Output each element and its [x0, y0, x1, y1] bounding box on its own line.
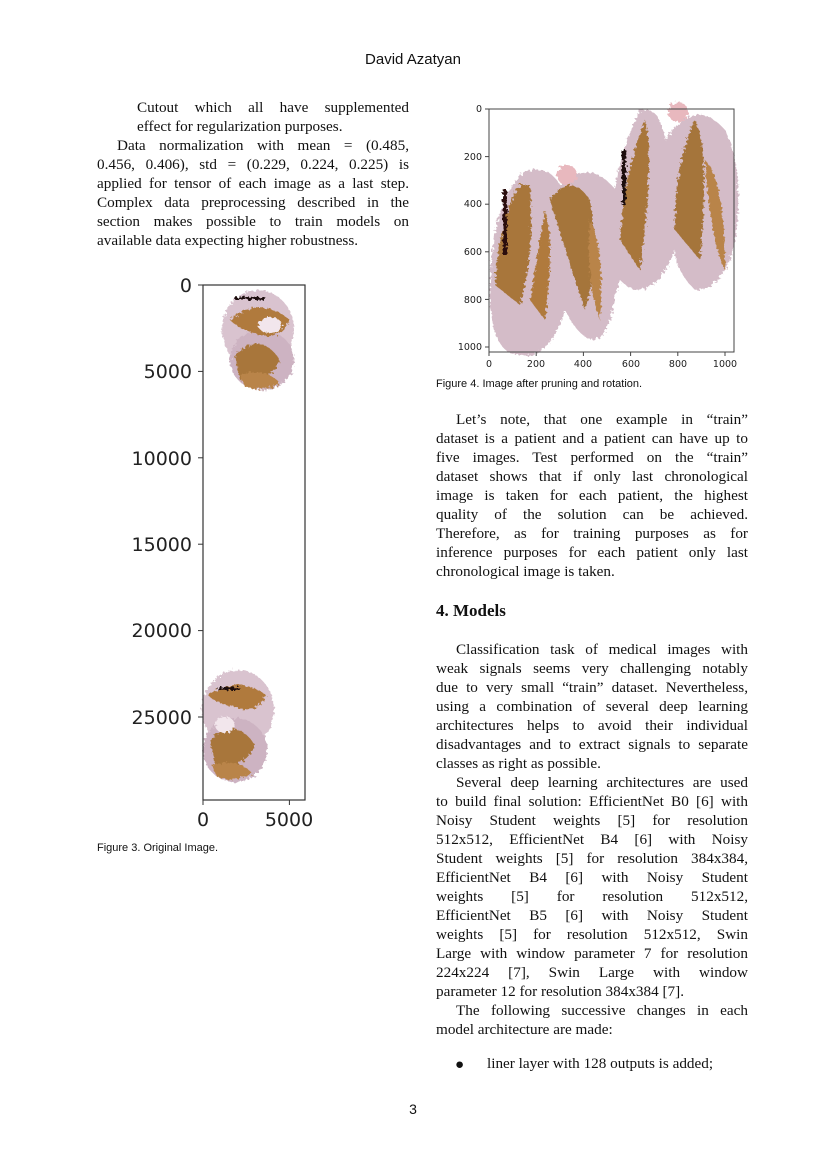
tissue-image — [490, 100, 749, 355]
x-tick-label: 0 — [196, 809, 210, 831]
text-line: Cutout which all have supplemented — [137, 99, 409, 116]
text-line: applied for tensor of each image as a last step. — [97, 175, 409, 192]
text-line: due to very small “train” dataset. Nevertheless, — [436, 679, 748, 696]
tissue-artifact — [622, 150, 626, 205]
text-line: effect for regularization purposes. — [137, 118, 343, 135]
figure-3-caption: Figure 3. Original Image. — [97, 842, 219, 854]
y-tick-label: 0 — [475, 104, 482, 115]
right-column-section-text — [436, 640, 748, 1039]
figure-4-plot — [450, 100, 750, 375]
x-axis — [203, 800, 289, 805]
text-line: EfficientNet B4 [6] with Noisy Student — [436, 869, 748, 886]
text-line: Complex data preprocessing described in the — [97, 194, 409, 211]
text-line: dataset is a patient and a patient can have up to — [436, 430, 748, 447]
text-line: weights [5] for resolution 512x512, — [436, 888, 748, 905]
text-line: 0.456, 0.406), std = (0.229, 0.224, 0.225) is — [97, 156, 409, 173]
section-heading: 4. Models — [436, 601, 506, 620]
tissue-artifact — [218, 687, 240, 690]
y-tick-label: 600 — [463, 247, 482, 258]
text-line: parameter 12 for resolution 384x384 [7]. — [436, 983, 684, 1000]
page-number: 3 — [409, 1101, 417, 1117]
tissue-image-bottom — [202, 670, 274, 782]
text-line: available data expecting higher robustness. — [97, 232, 359, 249]
text-line: quality of the solution can be achieved. — [436, 506, 748, 523]
text-line: using a combination of several deep learning — [436, 698, 748, 715]
left-column-text — [97, 98, 409, 250]
y-tick-label: 400 — [463, 199, 482, 210]
y-tick-label: 800 — [463, 295, 482, 306]
text-line: chronological image is taken. — [436, 563, 615, 580]
text-line: 224x224 [7], Swin Large with window — [436, 964, 748, 981]
text-line: Therefore, as for training purposes as for — [436, 525, 748, 542]
text-line: inference purposes for each patient only last — [436, 544, 748, 561]
figure-4-caption: Figure 4. Image after pruning and rotation. — [436, 378, 643, 390]
y-tick-label: 25000 — [131, 707, 192, 729]
text-line: dataset shows that if only last chronological — [436, 468, 748, 485]
text-line: EfficientNet B5 [6] with Noisy Student — [436, 907, 748, 924]
x-tick-label: 600 — [621, 359, 641, 370]
right-column-paragraph — [436, 410, 748, 581]
text-line: Several deep learning architectures are used — [456, 774, 748, 791]
text-line: to build final solution: EfficientNet B0 [6] with — [436, 793, 748, 810]
text-line: weights [5] for resolution 512x512, Swin — [436, 926, 748, 943]
x-tick-label: 800 — [668, 359, 688, 370]
y-tick-label: 200 — [463, 152, 482, 163]
text-line: model architecture are made: — [436, 1021, 613, 1038]
x-tick-label: 1000 — [712, 359, 738, 370]
running-header: David Azatyan — [365, 51, 461, 68]
text-line: Let’s note, that one example in “train” — [456, 411, 748, 428]
text-line: image is taken for each patient, the highest — [436, 487, 748, 504]
text-line: Data normalization with mean = (0.485, — [117, 137, 409, 154]
text-line: weak signals seems very challenging notably — [436, 660, 748, 677]
bullet-icon: ● — [455, 1056, 465, 1073]
bullet-item: liner layer with 128 outputs is added; — [487, 1055, 714, 1072]
x-tick-label: 0 — [485, 359, 493, 370]
y-tick-label: 10000 — [131, 448, 192, 470]
text-line: five images. Test performed on the “train” — [436, 449, 748, 466]
text-line: 512x512, EfficientNet B4 [6] with Noisy — [436, 831, 748, 848]
text-line: section makes possible to train models on — [97, 213, 409, 230]
x-tick-label: 5000 — [264, 809, 314, 831]
y-tick-label: 15000 — [131, 534, 192, 556]
y-axis — [198, 285, 203, 717]
text-line: Student weights [5] for resolution 384x384, — [436, 850, 748, 867]
text-line: Large with window parameter 7 for resolution — [436, 945, 748, 962]
text-line: architectures helps to avoid their individual — [436, 717, 748, 734]
figure-3-plot — [100, 270, 340, 840]
y-tick-label: 1000 — [457, 342, 482, 353]
tissue-artifact — [503, 190, 507, 255]
text-line: The following successive changes in each — [456, 1002, 748, 1019]
text-line: disadvantages and to extract signals to separate — [436, 736, 748, 753]
y-tick-label: 5000 — [143, 361, 192, 383]
text-line: classes as right as possible. — [436, 755, 601, 772]
text-line: Noisy Student weights [5] for resolution — [436, 812, 748, 829]
y-tick-label: 20000 — [131, 620, 192, 642]
y-tick-label: 0 — [179, 275, 192, 297]
y-axis — [485, 109, 489, 347]
tissue-artifact — [235, 297, 265, 300]
text-line: Classification task of medical images with — [456, 641, 748, 658]
tissue-image-top — [222, 290, 294, 390]
x-tick-label: 200 — [526, 359, 546, 370]
x-tick-label: 400 — [573, 359, 593, 370]
